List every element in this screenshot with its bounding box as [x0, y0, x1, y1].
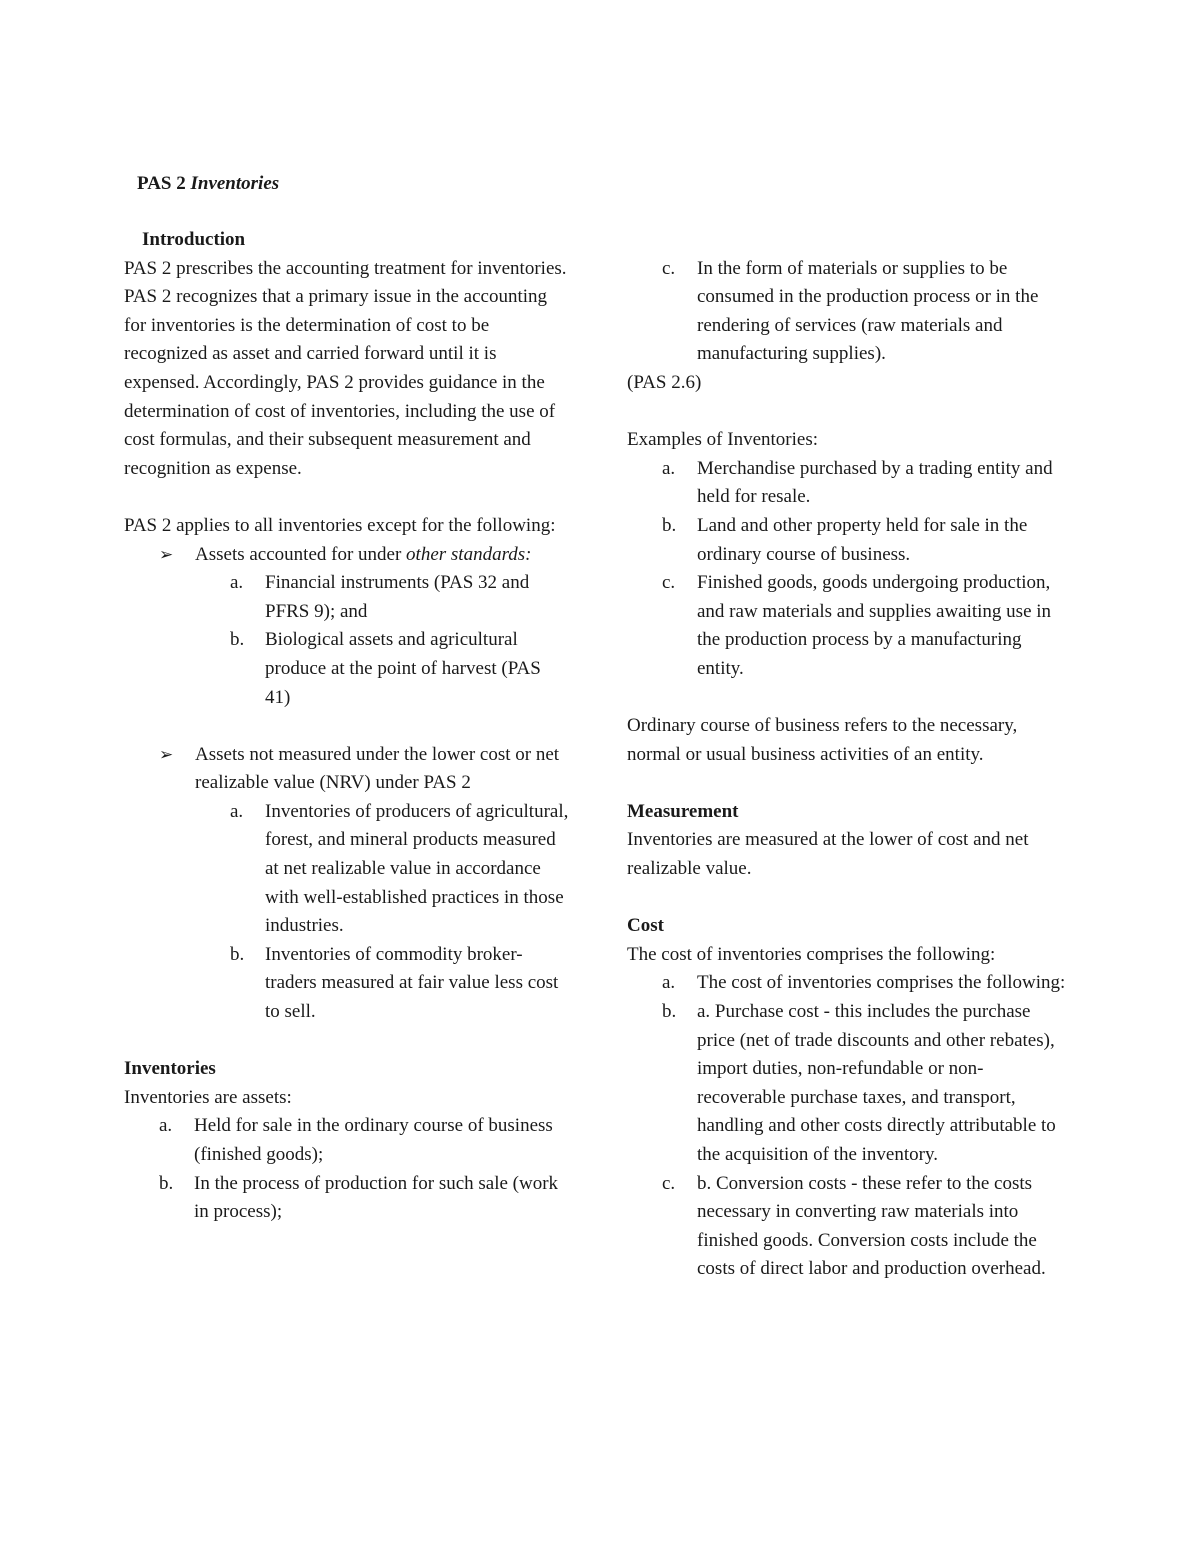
scope-bullet-list — [124, 541, 569, 1027]
nested-list-container — [124, 569, 569, 712]
list-marker: b. — [662, 514, 677, 536]
list-item-text: Inventories of producers of agricultural, forest, and mineral products measured at net realizable value in accordance with well-established practices in those industries. — [265, 800, 569, 937]
reference-text: (PAS 2.6) — [627, 371, 702, 393]
spacer — [627, 684, 1067, 713]
introduction-body: PAS 2 prescribes the accounting treatment for inventories. PAS 2 recognizes that a primary issue in the accounting for inventories is the determination of cost to be recognized as asset and carried forward until it is expensed. Accordingly, PAS 2 provides guidance in the determination of cost of inventories, including the use of cost formulas, and their subsequent measurement and recognition as expense. — [124, 257, 567, 479]
list-marker: a. — [662, 457, 676, 479]
list-item — [124, 626, 569, 712]
page-title — [137, 170, 279, 198]
list-marker: a. — [662, 972, 676, 994]
bullet-text: Assets not measured under the lower cost or net realizable value (NRV) under PAS 2 — [195, 743, 560, 794]
list-item-text: Merchandise purchased by a trading entity and held for resale. — [697, 457, 1053, 508]
list-item — [124, 1112, 569, 1169]
spacer — [124, 1027, 569, 1056]
list-item-text: In the process of production for such sale (work in process); — [194, 1172, 559, 1223]
list-item — [627, 1170, 1067, 1284]
spacer — [124, 712, 569, 741]
list-item — [627, 969, 1067, 998]
introduction-heading: Introduction — [142, 229, 246, 250]
left-column — [124, 226, 569, 1227]
list-marker: b. — [159, 1172, 174, 1194]
arrowhead-bullet-icon: ➢ — [159, 544, 174, 565]
list-item-text: Land and other property held for sale in the ordinary course of business. — [697, 514, 1028, 565]
list-item — [627, 255, 1067, 369]
arrowhead-bullet-icon: ➢ — [159, 744, 174, 765]
spacer — [627, 226, 1067, 255]
list-marker: b. — [230, 629, 245, 651]
spacer — [124, 483, 569, 512]
title-code: PAS 2 — [137, 173, 186, 194]
list-item-text: Biological assets and agricultural produce at the point of harvest (PAS 41) — [265, 629, 541, 708]
list-marker: a. — [159, 1115, 173, 1137]
list-marker: a. — [230, 800, 244, 822]
list-item-text: Financial instruments (PAS 32 and PFRS 9); and — [265, 572, 530, 622]
list-item — [627, 569, 1067, 683]
title-name: Inventories — [190, 173, 280, 194]
nested-list-container — [124, 798, 569, 1027]
right-column — [627, 226, 1067, 1284]
inventories-list-continued — [627, 255, 1067, 369]
cost-list — [627, 969, 1067, 1284]
not-measured-sublist — [124, 798, 569, 1027]
spacer — [627, 398, 1067, 427]
list-item — [124, 569, 569, 626]
inventories-heading: Inventories — [124, 1058, 216, 1080]
other-standards-sublist — [124, 569, 569, 712]
list-item-text: a. Purchase cost - this includes the purchase price (net of trade discounts and other rebates), import duties, non-refundable or non-recoverable purchase taxes, and transport, handling and other costs directly attributable to the acquisition of the inventory. — [697, 1001, 1056, 1165]
list-item — [124, 1170, 569, 1227]
spacer — [627, 769, 1067, 798]
inventories-list — [124, 1112, 569, 1226]
bullet-text-italic: other standards: — [406, 543, 532, 565]
cost-heading: Cost — [627, 915, 664, 937]
ordinary-course-text: Ordinary course of business refers to the necessary, normal or usual business activities of an entity. — [627, 715, 1018, 765]
list-item — [627, 998, 1067, 1170]
scope-bullet-other-standards — [124, 541, 569, 570]
measurement-body: Inventories are measured at the lower of cost and net realizable value. — [627, 829, 1029, 880]
scope-bullet-not-measured — [124, 741, 569, 798]
list-item-text: In the form of materials or supplies to be consumed in the production process or in the rendering of services (raw materials and manufacturing supplies). — [697, 257, 1039, 365]
list-marker: c. — [662, 572, 676, 594]
bullet-text: Assets accounted for under — [195, 543, 407, 565]
list-marker: c. — [662, 1172, 676, 1194]
examples-list — [627, 455, 1067, 684]
examples-lead: Examples of Inventories: — [627, 429, 819, 451]
list-item-text: Held for sale in the ordinary course of business (finished goods); — [194, 1115, 553, 1165]
measurement-heading: Measurement — [627, 800, 739, 822]
scope-lead: PAS 2 applies to all inventories except for the following: — [124, 514, 556, 536]
spacer — [627, 884, 1067, 913]
list-item — [124, 941, 569, 1027]
list-item-text: The cost of inventories comprises the following: — [697, 972, 1066, 994]
list-item-text: Finished goods, goods undergoing production, and raw materials and supplies awaiting use in the production process by a manufacturing entity. — [697, 572, 1052, 679]
inventories-lead: Inventories are assets: — [124, 1086, 292, 1108]
list-item — [627, 512, 1067, 569]
list-item — [124, 798, 569, 941]
list-item-text: Inventories of commodity broker-traders measured at fair value less cost to sell. — [265, 943, 559, 1023]
list-marker: a. — [230, 572, 244, 594]
list-marker: b. — [230, 943, 245, 965]
list-item-text: b. Conversion costs - these refer to the costs necessary in converting raw materials into finished goods. Conversion costs include the costs of direct labor and production overhead. — [697, 1172, 1046, 1280]
list-item — [627, 455, 1067, 512]
list-marker: c. — [662, 257, 676, 279]
list-marker: b. — [662, 1001, 677, 1023]
cost-lead: The cost of inventories comprises the following: — [627, 943, 996, 965]
